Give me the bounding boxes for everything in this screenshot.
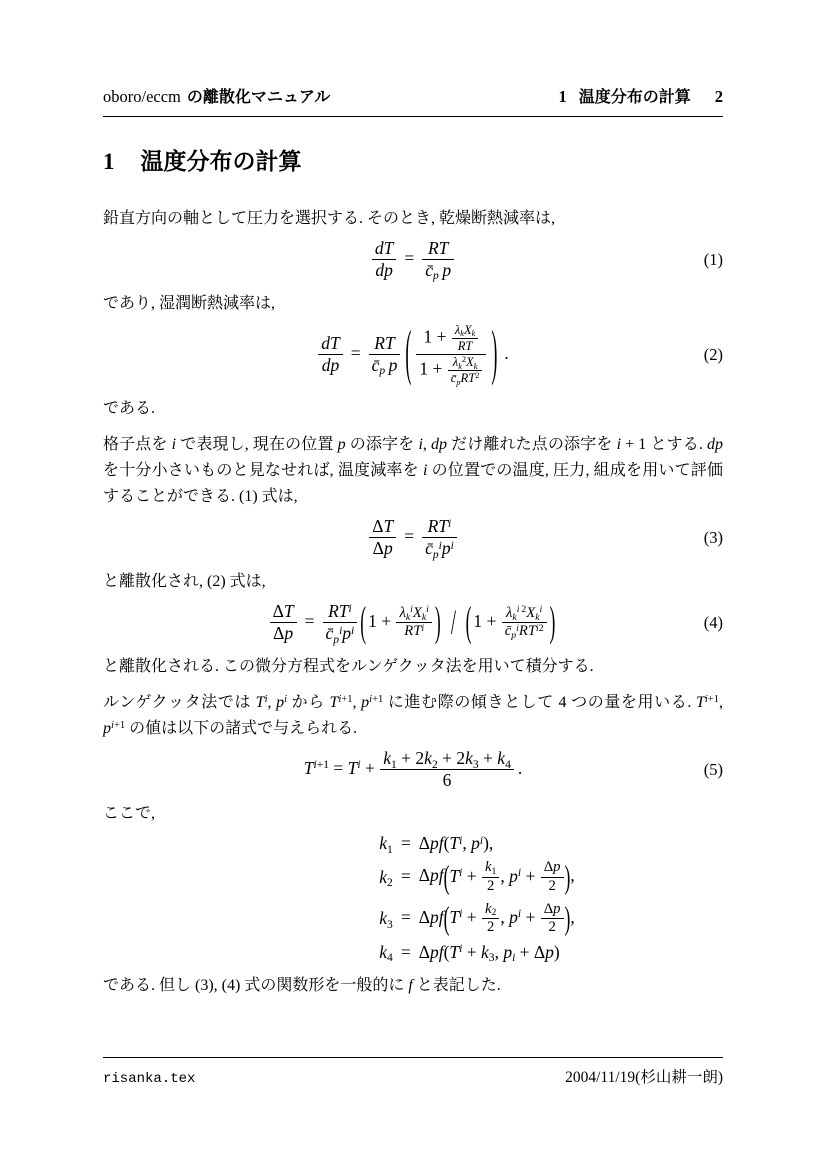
fraction: $\frac{\Delta p}{2}$ [540, 901, 565, 937]
paragraph-1: 鉛直方向の軸として圧力を選択する. そのとき, 乾燥断熱減率は, [103, 210, 556, 227]
header-section-number: 1 [558, 87, 567, 106]
header-section-ref [558, 84, 723, 107]
fraction: $\frac{dT}{dp}$ [317, 333, 343, 376]
equation-1 [103, 238, 723, 281]
page-number: 2 [714, 87, 723, 106]
equation-number: (5) [703, 760, 723, 780]
paragraph-3: である. [103, 400, 156, 418]
left-paren: ( [443, 898, 450, 937]
fraction: $\lambda_k^{i 2}X_k^i$ $c̄_p^iRT^{i2}$ [501, 605, 548, 641]
footer-date-author: 2004/11/19(杉山耕一朗) [565, 1069, 723, 1086]
equation-5-body: $T^{i+1} = T^i$ + $\frac{k_1 + 2k_2 + 2k_3 + k_4}{6}$ . [303, 748, 523, 791]
header-doc-title [103, 84, 330, 107]
paragraph-8: ここで, [103, 805, 156, 823]
equation-2-body [317, 318, 509, 387]
k1-rhs: = $\Delta pf(T^i$, $p^i$), [400, 833, 494, 854]
equals-sign: = [404, 525, 415, 546]
equation-number: (3) [703, 528, 723, 548]
paragraph-9: である. 但し (3), (4) 式の関数形を一般的に f と表記した. [103, 977, 501, 994]
header-doc-title-latin: oboro/eccm [103, 87, 181, 106]
section-heading [103, 143, 723, 176]
paragraph-7: ルンゲクッタ法では $T^i$, $p^i$ から $T^{i+1}$, $p^{i+1}$ に進む際の傾きとして 4 つの量を用いる. $T^{i+1}$, $p^{i+1}$ の値は以下の諸式で与えられる. [103, 694, 724, 738]
period: . [517, 757, 523, 778]
paragraph-2: であり, 湿潤断熱減率は, [103, 295, 276, 312]
k-equations-block [103, 833, 723, 963]
equation-number: (4) [703, 613, 723, 633]
section-number: 1 [103, 149, 115, 174]
fraction: $\frac{k_1 + 2k_2 + 2k_3 + k_4}{6}$ [379, 748, 515, 791]
k3-lhs: $k_3$ [379, 908, 393, 931]
equals-sign: = [404, 247, 415, 268]
footer-filename: risanka.tex [103, 1071, 196, 1087]
k4-lhs: $k_4$ [379, 942, 393, 965]
left-paren: ( [465, 597, 472, 646]
right-paren: ) [564, 857, 571, 896]
k2-rhs: = $\Delta pf(T^i$ + $\frac{k_1}{2}$ , $p^i$ + $\frac{\Delta p}{2}$ ), [400, 857, 575, 896]
left-paren: ( [405, 318, 412, 387]
equation-2 [103, 318, 723, 387]
left-paren: ( [443, 857, 450, 896]
equals-sign: = [304, 610, 315, 631]
big-slash: / [450, 601, 456, 642]
k3-rhs: = $\Delta pf(T^i$ + $\frac{k_2}{2}$ , $p^i$ + $\frac{\Delta p}{2}$ ), [400, 898, 575, 937]
equation-5 [103, 748, 723, 791]
section-title: 温度分布の計算 [140, 148, 302, 174]
paragraph-6: と離散化される. この微分方程式をルンゲクッタ法を用いて積分する. [103, 658, 594, 676]
right-paren: ) [491, 318, 498, 387]
equation-3 [103, 516, 723, 559]
left-paren: ( [360, 597, 367, 646]
k-equations-grid [379, 833, 574, 963]
equation-1-body [371, 238, 455, 283]
paragraph-5: と離散化され, (2) 式は, [103, 573, 266, 591]
equation-4 [103, 597, 723, 646]
page-content [103, 84, 723, 999]
fraction: $RT^i$ $c̄_p^ip^i$ [322, 601, 359, 644]
page-footer [103, 1057, 723, 1087]
fraction: $RT^i$ $c̄_p^ip^i$ [421, 516, 458, 559]
equation-3-body [368, 516, 458, 561]
header-doc-title-cjk: の離散化マニュアル [186, 89, 331, 106]
page-header [103, 84, 723, 117]
big-fraction: 1 + $\lambda_kX_k$ RT 1 + $\lambda_k^2X_k$ $c̄_pRT^2$ [415, 323, 487, 386]
equation-number: (1) [703, 249, 723, 269]
fraction: $\frac{\Delta T}{\Delta p}$ [368, 516, 397, 559]
k1-lhs: $k_1$ [379, 833, 393, 856]
right-paren: ) [564, 898, 571, 937]
fraction: $\frac{k_2}{2}$ [481, 901, 500, 937]
fraction: $\frac{k_1}{2}$ [481, 859, 500, 895]
header-section-title: 温度分布の計算 [578, 89, 691, 106]
fraction: $\frac{dT}{dp}$ [371, 238, 397, 281]
fraction: $\lambda_k^2X_k$ $c̄_pRT^2$ [447, 355, 484, 386]
fraction: $\frac{RT}{c̄_p p}$ [368, 333, 402, 376]
fraction: $\frac{\Delta p}{2}$ [540, 859, 565, 895]
equals-sign: = [350, 342, 361, 363]
period: . [504, 342, 509, 363]
fraction: $\frac{RT}{c̄_p p}$ [421, 238, 455, 281]
right-paren: ) [549, 597, 556, 646]
fraction: $\lambda_kX_k$ RT [451, 323, 480, 354]
fraction: $\frac{\Delta T}{\Delta p}$ [269, 601, 298, 644]
fraction: $\lambda_k^iX_k^i$ $RT^i$ [395, 605, 432, 641]
equation-4-body: $\frac{\Delta T}{\Delta p}$ = $RT^i$ $c̄_p^ip^i$ ( 1 + $\lambda_k^iX_k^i$ $RT^i$ ) / ( 1 + $\lambda_k^{i 2}X_k^i$ $c̄_p^iRT^{i2}$ ) [269, 611, 558, 631]
k4-rhs: = $\Delta pf(T^i + k_3$, $p_i + \Delta p$) [400, 942, 560, 965]
equation-number: (2) [703, 344, 723, 364]
right-paren: ) [434, 597, 441, 646]
paragraph-4: 格子点を i で表現し, 現在の位置 p の添字を i, dp だけ離れた点の添字を i + 1 とする. dp を十分小さいものと見なせれば, 温度減率を i の位置での温度, 圧力, 組成を用いて評価することができる. (1) 式は, [103, 436, 723, 506]
k2-lhs: $k_2$ [379, 867, 393, 890]
